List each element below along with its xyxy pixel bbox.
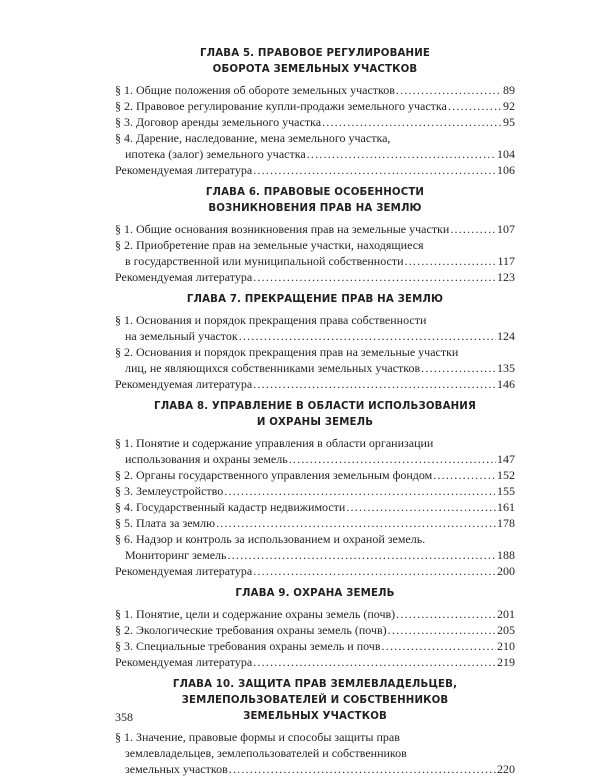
toc-entry-line (115, 360, 515, 376)
toc-entry[interactable] (115, 114, 515, 130)
toc-page-number: 92 (503, 99, 515, 113)
toc-page-number: 117 (497, 254, 515, 268)
toc-entry-text: § 2. Приобретение прав на земельные участки, находящиеся (115, 238, 424, 252)
toc-entry[interactable] (115, 221, 515, 237)
toc-page-number: 104 (497, 147, 515, 161)
toc-page-number: 124 (497, 329, 515, 343)
toc-entry-line (115, 146, 515, 162)
toc-entry[interactable] (115, 162, 515, 178)
toc-entry[interactable] (115, 515, 515, 531)
toc-entry[interactable] (115, 435, 515, 467)
page-number: 358 (115, 710, 133, 724)
toc-entry-text: § 2. Экологические требования охраны земель (почв) (115, 623, 387, 637)
toc-entry-text: Мониторинг земель (125, 548, 227, 562)
chapter-section (115, 292, 515, 392)
dot-leader (405, 253, 497, 269)
toc-page-number: 200 (497, 564, 515, 578)
toc-page-number: 152 (497, 468, 515, 482)
toc-entry-line (115, 98, 515, 114)
dot-leader (307, 146, 496, 162)
chapter-section (115, 185, 515, 285)
toc-entry-text: § 2. Основания и порядок прекращения прав на земельные участки (115, 345, 459, 359)
toc-entry-text: в государственной или муниципальной собственности (125, 254, 404, 268)
dot-leader (253, 376, 496, 392)
toc-entry-line (115, 745, 515, 761)
toc-page-number: 95 (503, 115, 515, 129)
toc-entry-text: § 3. Договор аренды земельного участка (115, 115, 322, 129)
dot-leader (289, 451, 496, 467)
dot-leader (382, 638, 496, 654)
toc-page-number: 147 (497, 452, 515, 466)
toc-entry-text: Рекомендуемая литература (115, 377, 253, 391)
toc-entry-line (115, 729, 515, 745)
toc-entry-line (115, 130, 515, 146)
chapter-section (115, 586, 515, 670)
toc-entry-text: § 1. Основания и порядок прекращения права собственности (115, 313, 427, 327)
toc-entry-line (115, 531, 515, 547)
chapter-section (115, 399, 515, 579)
dot-leader (396, 606, 496, 622)
toc-entry[interactable] (115, 344, 515, 376)
toc-entry-line (115, 82, 515, 98)
toc-entry-text: § 4. Дарение, наследование, мена земельного участка, (115, 131, 391, 145)
chapter-section (115, 677, 515, 777)
toc-entry-text: Рекомендуемая литература (115, 655, 253, 669)
toc-list (115, 221, 515, 285)
toc-entry-line (115, 253, 515, 269)
chapter-title (115, 586, 515, 602)
dot-leader (253, 654, 496, 670)
dot-leader (229, 761, 496, 777)
toc-page-number: 205 (497, 623, 515, 637)
dot-leader (322, 114, 502, 130)
dot-leader (346, 499, 496, 515)
toc-page-number: 220 (497, 762, 515, 776)
toc-entry-line (115, 312, 515, 328)
chapter-title (115, 292, 515, 308)
chapter-title-line: ГЛАВА 8. УПРАВЛЕНИЕ В ОБЛАСТИ ИСПОЛЬЗОВАНИЯ (154, 401, 476, 412)
toc-entry[interactable] (115, 483, 515, 499)
dot-leader (388, 622, 496, 638)
dot-leader (253, 563, 496, 579)
dot-leader (433, 467, 496, 483)
toc-entry-line (115, 221, 515, 237)
dot-leader (253, 269, 496, 285)
chapter-title-line: ГЛАВА 7. ПРЕКРАЩЕНИЕ ПРАВ НА ЗЕМЛЮ (186, 294, 444, 305)
toc-entry[interactable] (115, 531, 515, 563)
toc-entry-text: § 1. Общие основания возникновения прав на земельные участки (115, 222, 450, 236)
table-of-contents (115, 46, 515, 784)
toc-entry-text: § 3. Специальные требования охраны земель и почв (115, 639, 381, 653)
toc-page-number: 89 (503, 83, 515, 97)
toc-entry-text: § 2. Правовое регулирование купли-продажи земельного участка (115, 99, 447, 113)
chapter-title-line: ОБОРОТА ЗЕМЕЛЬНЫХ УЧАСТКОВ (212, 64, 418, 75)
toc-entry[interactable] (115, 467, 515, 483)
toc-entry-line (115, 435, 515, 451)
dot-leader (448, 98, 502, 114)
toc-entry-line (115, 563, 515, 579)
toc-entry-text: § 6. Надзор и контроль за использованием и охраной земель. (115, 532, 426, 546)
toc-entry-text: использования и охраны земель (125, 452, 288, 466)
dot-leader (253, 162, 496, 178)
toc-entry-line (115, 162, 515, 178)
toc-entry-text: § 4. Государственный кадастр недвижимости (115, 500, 346, 514)
toc-list (115, 312, 515, 392)
toc-page-number: 201 (497, 607, 515, 621)
toc-entry-line (115, 638, 515, 654)
toc-page-number: 135 (497, 361, 515, 375)
toc-entry-text: Рекомендуемая литература (115, 564, 253, 578)
toc-entry-text: земельных участков (125, 762, 228, 776)
toc-list (115, 729, 515, 777)
toc-entry-line (115, 606, 515, 622)
toc-list (115, 606, 515, 670)
toc-entry-line (115, 515, 515, 531)
toc-entry[interactable] (115, 729, 515, 777)
toc-entry[interactable] (115, 622, 515, 638)
toc-entry[interactable] (115, 237, 515, 269)
toc-entry[interactable] (115, 638, 515, 654)
toc-page-number: 106 (497, 163, 515, 177)
toc-entry-line (115, 622, 515, 638)
toc-page-number: 178 (497, 516, 515, 530)
toc-entry-line (115, 547, 515, 563)
chapter-title (115, 399, 515, 431)
toc-entry-line (115, 344, 515, 360)
dot-leader (450, 221, 496, 237)
chapter-title-line: ГЛАВА 10. ЗАЩИТА ПРАВ ЗЕМЛЕВЛАДЕЛЬЦЕВ, (172, 679, 458, 690)
chapter-title-line: ГЛАВА 9. ОХРАНА ЗЕМЕЛЬ (235, 588, 395, 599)
toc-page-number: 146 (497, 377, 515, 391)
chapter-title-line: И ОХРАНЫ ЗЕМЕЛЬ (256, 417, 374, 428)
chapter-title (115, 46, 515, 78)
toc-entry-line (115, 269, 515, 285)
toc-page-number: 107 (497, 222, 515, 236)
toc-entry-line (115, 328, 515, 344)
toc-entry-line (115, 467, 515, 483)
dot-leader (228, 547, 496, 563)
toc-entry-line (115, 376, 515, 392)
toc-entry-text: ипотека (залог) земельного участка (125, 147, 306, 161)
toc-list (115, 82, 515, 178)
dot-leader (239, 328, 496, 344)
chapter-title-line: ВОЗНИКНОВЕНИЯ ПРАВ НА ЗЕМЛЮ (208, 203, 422, 214)
toc-entry-line (115, 451, 515, 467)
toc-entry-text: Рекомендуемая литература (115, 270, 253, 284)
toc-entry[interactable] (115, 312, 515, 344)
chapter-title (115, 185, 515, 217)
toc-entry-text: § 5. Плата за землю (115, 516, 216, 530)
toc-entry[interactable] (115, 376, 515, 392)
toc-entry-text: лиц, не являющихся собственниками земельных участков (125, 361, 421, 375)
toc-page-number: 188 (497, 548, 515, 562)
toc-entry[interactable] (115, 269, 515, 285)
toc-page-number: 210 (497, 639, 515, 653)
toc-entry-line (115, 237, 515, 253)
chapter-title (115, 677, 515, 725)
toc-entry-text: § 1. Понятие, цели и содержание охраны земель (почв) (115, 607, 396, 621)
toc-entry-line (115, 114, 515, 130)
chapter-title-line: ЗЕМЕЛЬНЫХ УЧАСТКОВ (243, 711, 387, 722)
toc-entry-text: землевладельцев, землепользователей и собственников (125, 746, 407, 760)
toc-entry-line (115, 761, 515, 777)
toc-page-number: 123 (497, 270, 515, 284)
toc-entry[interactable] (115, 82, 515, 98)
toc-entry[interactable] (115, 606, 515, 622)
dot-leader (224, 483, 496, 499)
toc-entry-text: § 3. Землеустройство (115, 484, 224, 498)
toc-entry[interactable] (115, 654, 515, 670)
dot-leader (421, 360, 496, 376)
toc-page-number: 155 (497, 484, 515, 498)
toc-entry-text: § 1. Понятие и содержание управления в области организации (115, 436, 434, 450)
toc-entry-text: § 2. Органы государственного управления земельным фондом (115, 468, 433, 482)
toc-page-number: 161 (497, 500, 515, 514)
toc-entry-text: § 1. Общие положения об обороте земельных участков (115, 83, 395, 97)
dot-leader (216, 515, 496, 531)
chapter-title-line: ГЛАВА 5. ПРАВОВОЕ РЕГУЛИРОВАНИЕ (200, 48, 430, 59)
toc-entry-line (115, 483, 515, 499)
toc-entry-text: § 1. Значение, правовые формы и способы защиты прав (115, 730, 400, 744)
toc-entry-line (115, 499, 515, 515)
toc-entry-text: Рекомендуемая литература (115, 163, 253, 177)
chapter-section (115, 46, 515, 178)
toc-page-number: 219 (497, 655, 515, 669)
toc-entry[interactable] (115, 130, 515, 162)
toc-list (115, 435, 515, 579)
dot-leader (396, 82, 502, 98)
toc-entry[interactable] (115, 563, 515, 579)
chapter-title-line: ЗЕМЛЕПОЛЬЗОВАТЕЛЕЙ И СОБСТВЕННИКОВ (181, 695, 449, 706)
toc-entry-text: на земельный участок (125, 329, 238, 343)
toc-entry[interactable] (115, 98, 515, 114)
toc-entry-line (115, 654, 515, 670)
chapter-title-line: ГЛАВА 6. ПРАВОВЫЕ ОСОБЕННОСТИ (205, 187, 425, 198)
toc-entry[interactable] (115, 499, 515, 515)
